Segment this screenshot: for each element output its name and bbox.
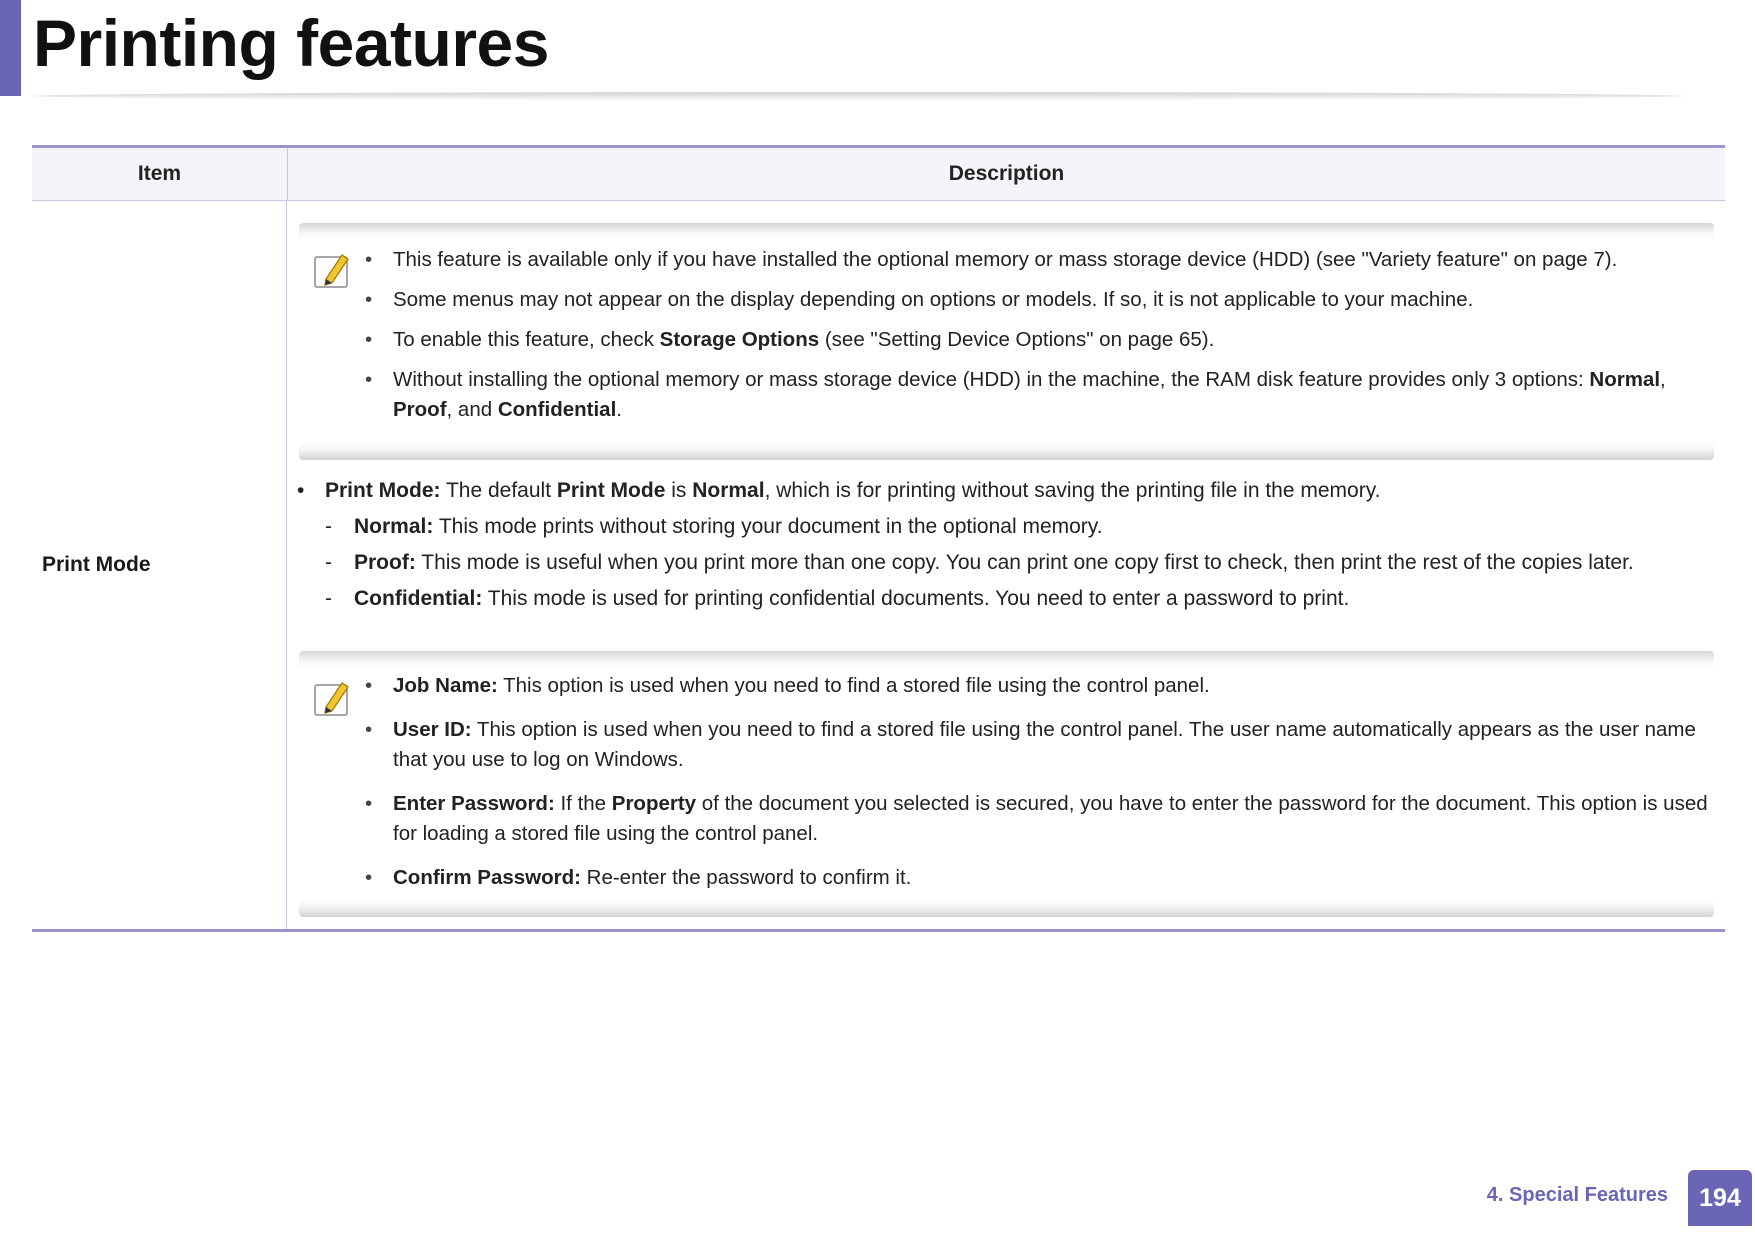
note-list-availability <box>359 245 1710 435</box>
note-text: Without installing the optional memory or mass storage device (HDD) in the machine, the RAM disk feature provides only 3 options: <box>393 368 1590 391</box>
note-item-job-name <box>359 671 1710 701</box>
list-item-confidential <box>287 584 1721 614</box>
property-term: Property <box>611 792 697 815</box>
note-list-job-options <box>359 671 1710 907</box>
header-description: Description <box>948 162 1065 185</box>
confirm-password-label: Confirm Password: <box>393 866 581 889</box>
confidential-label: Confidential: <box>354 587 483 610</box>
title-underline <box>33 92 1683 100</box>
title-accent-bar <box>0 0 21 96</box>
text: Re-enter the password to confirm it. <box>580 866 912 889</box>
list-item-normal <box>287 512 1721 542</box>
note-item-hdd: • This feature is available only if you have installed the optional memory or mass storage device (HDD) (see "Variety feature" on page 7). <box>359 245 1710 275</box>
note-item-enter-password <box>359 789 1710 849</box>
note-box-job-options <box>299 651 1714 917</box>
job-name-label: Job Name: <box>393 674 498 697</box>
text: This option is used when you need to find a stored file using the control panel. The user name automatically appears as the user name that you use to log on Windows. <box>393 718 1696 771</box>
text: The default <box>440 479 557 502</box>
normal-term: Normal <box>1589 368 1661 391</box>
description-cell <box>287 201 1725 929</box>
item-cell-print-mode: Print Mode <box>32 201 287 929</box>
table-row <box>32 201 1725 929</box>
print-mode-list <box>287 476 1721 620</box>
note-text: To enable this feature, check <box>393 328 660 351</box>
list-item-proof <box>287 548 1721 578</box>
normal-term: Normal <box>692 479 765 502</box>
note-item-enable <box>359 325 1710 355</box>
normal-label: Normal: <box>354 515 434 538</box>
period: . <box>616 398 622 421</box>
text: , which is for printing without saving the printing file in the memory. <box>764 479 1381 502</box>
text: This mode is useful when you print more than one copy. You can print one copy first to check, then print the rest of the copies later. <box>415 551 1634 574</box>
page-title: Printing features <box>33 6 549 80</box>
note-item-confirm-password <box>359 863 1710 893</box>
separator: , and <box>446 398 498 421</box>
footer-chapter: 4. Special Features <box>1486 1184 1668 1206</box>
note-pencil-icon <box>312 247 356 291</box>
text: If the <box>554 792 612 815</box>
note-item-ram-disk <box>359 365 1710 425</box>
note-item-menus: • Some menus may not appear on the display depending on options or models. If so, it is not applicable to your machine. <box>359 285 1710 315</box>
proof-label: Proof: <box>354 551 416 574</box>
user-id-label: User ID: <box>393 718 472 741</box>
page-number-badge: 194 <box>1688 1170 1752 1226</box>
note-pencil-icon <box>312 675 356 719</box>
note-box-availability <box>299 223 1714 460</box>
separator: , <box>1660 368 1666 391</box>
print-mode-table <box>32 145 1725 932</box>
table-bottom-rule <box>32 929 1725 932</box>
text: is <box>665 479 693 502</box>
proof-term: Proof <box>393 398 447 421</box>
list-item-print-mode <box>287 476 1721 506</box>
text: This mode is used for printing confidential documents. You need to enter a password to print. <box>482 587 1350 610</box>
confidential-term: Confidential <box>497 398 617 421</box>
text: This mode prints without storing your document in the optional memory. <box>433 515 1103 538</box>
text: This option is used when you need to find a stored file using the control panel. <box>497 674 1210 697</box>
note-item-user-id <box>359 715 1710 775</box>
text: of the document you selected is secured, you have to enter the password for the document. This option is used for loading a stored file using the control panel. <box>393 792 1708 845</box>
print-mode-label: Print Mode: <box>325 479 441 502</box>
note-text: (see "Setting Device Options" on page 65). <box>819 328 1215 351</box>
storage-options-term: Storage Options <box>659 328 820 351</box>
enter-password-label: Enter Password: <box>393 792 555 815</box>
print-mode-term: Print Mode <box>556 479 666 502</box>
table-header-row <box>32 148 1725 201</box>
header-item: Item <box>32 148 288 200</box>
